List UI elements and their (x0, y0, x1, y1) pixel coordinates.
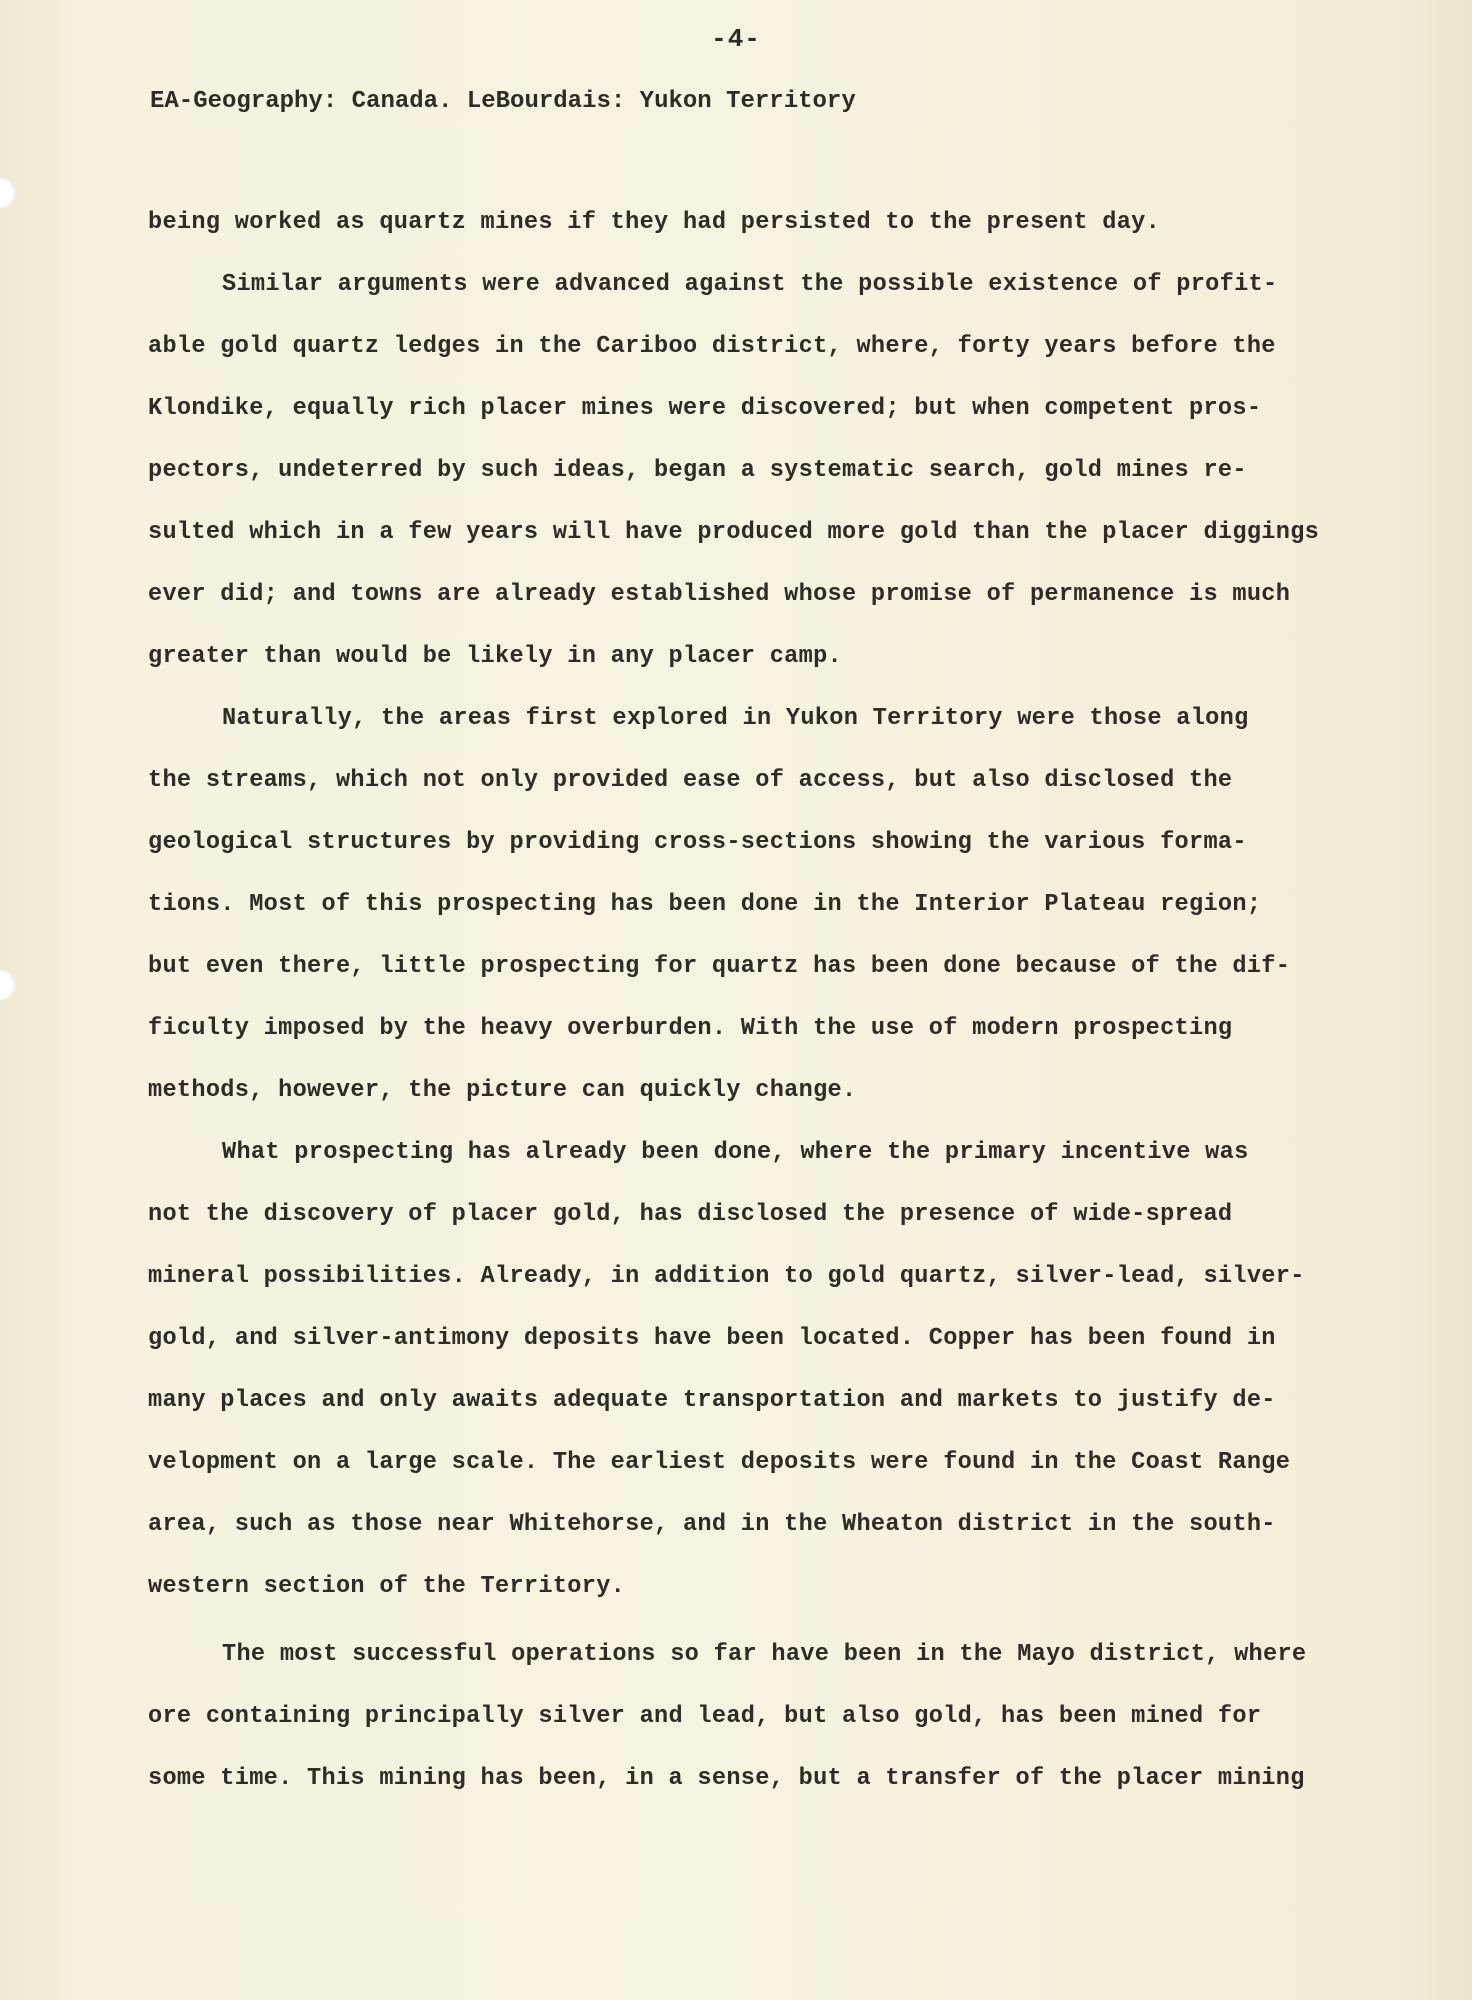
text-line: not the discovery of placer gold, has disclosed the presence of wide-spread (148, 1201, 1233, 1228)
text-line: some time. This mining has been, in a sense, but a transfer of the placer mining (148, 1765, 1305, 1792)
text-line: being worked as quartz mines if they had persisted to the present day. (148, 209, 1161, 236)
text-line: tions. Most of this prospecting has been done in the Interior Plateau region; (148, 891, 1262, 918)
text-line: ore containing principally silver and lead, but also gold, has been mined for (148, 1703, 1262, 1730)
punch-hole (0, 178, 16, 208)
text-line: The most successful operations so far have been in the Mayo district, where (222, 1641, 1307, 1668)
text-line: geological structures by providing cross-sections showing the various forma- (148, 829, 1247, 856)
text-line: but even there, little prospecting for quartz has been done because of the dif- (148, 953, 1291, 980)
text-line: greater than would be likely in any placer camp. (148, 643, 843, 670)
running-header: EA-Geography: Canada. LeBourdais: Yukon Territory (150, 88, 856, 115)
punch-hole (0, 970, 16, 1000)
text-line: velopment on a large scale. The earliest deposits were found in the Coast Range (148, 1449, 1291, 1476)
text-line: ficulty imposed by the heavy overburden. With the use of modern prospecting (148, 1015, 1233, 1042)
text-line: Similar arguments were advanced against the possible existence of profit- (222, 271, 1278, 298)
text-line: ever did; and towns are already established whose promise of permanence is much (148, 581, 1291, 608)
text-line: mineral possibilities. Already, in addition to gold quartz, silver-lead, silver- (148, 1263, 1305, 1290)
text-line: gold, and silver-antimony deposits have been located. Copper has been found in (148, 1325, 1276, 1352)
text-line: able gold quartz ledges in the Cariboo district, where, forty years before the (148, 333, 1276, 360)
text-line: area, such as those near Whitehorse, and in the Wheaton district in the south- (148, 1511, 1276, 1538)
text-line: sulted which in a few years will have produced more gold than the placer diggings (148, 519, 1320, 546)
text-line: the streams, which not only provided ease of access, but also disclosed the (148, 767, 1233, 794)
text-line: Klondike, equally rich placer mines were discovered; but when competent pros- (148, 395, 1262, 422)
text-line: western section of the Territory. (148, 1573, 626, 1600)
text-line: pectors, undeterred by such ideas, began a systematic search, gold mines re- (148, 457, 1247, 484)
text-line: Naturally, the areas first explored in Yukon Territory were those along (222, 705, 1249, 732)
body-text (148, 205, 1388, 1823)
text-line: What prospecting has already been done, where the primary incentive was (222, 1139, 1249, 1166)
text-line: methods, however, the picture can quickly change. (148, 1077, 857, 1104)
text-line: many places and only awaits adequate transportation and markets to justify de- (148, 1387, 1276, 1414)
page-number: -4- (711, 24, 761, 54)
